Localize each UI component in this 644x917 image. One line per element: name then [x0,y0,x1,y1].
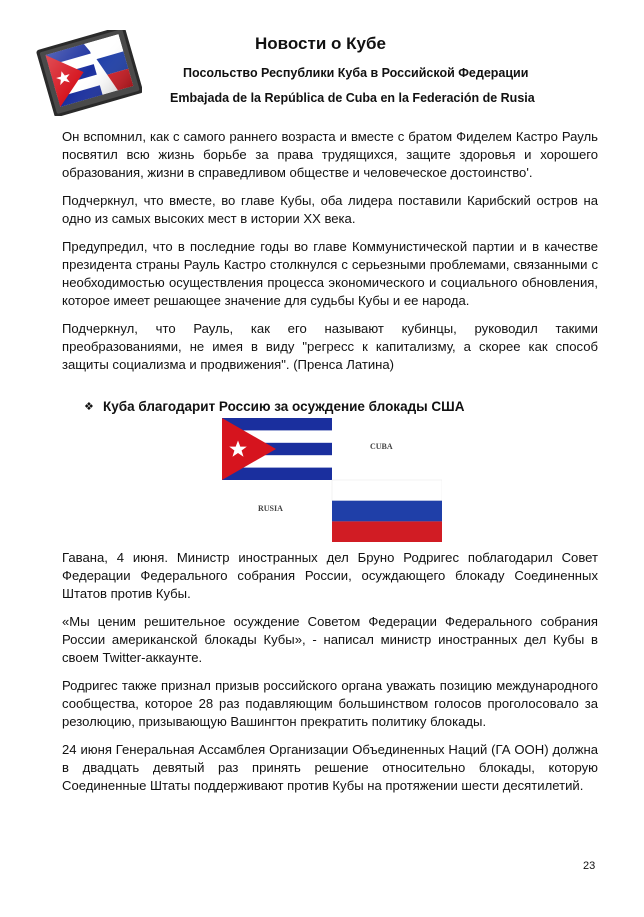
cuba-label: CUBA [370,442,393,451]
cuba-russia-flags-image [222,418,442,542]
paragraph: Родригес также признал призыв российского органа уважать позицию международного сообщества, которое 28 раз подавляющим большинством голосов проголосовало за резолюцию, призывающую Вашингтон прекратить политику блокады. [62,678,598,729]
cuba-russia-flags-logo [34,30,142,116]
paragraph: Предупредил, что в последние годы во главе Коммунистической партии и в качестве президента страны Рауль Кастро столкнулся с серьезными проблемами, связанными с необходимостью осуществления процесса экономического и социального обновления, которое имеет решающее значение для судьбы Кубы и ее народа. [62,239,598,308]
section-heading-text: Куба благодарит Россию за осуждение блокады США [103,399,465,414]
embassy-name-russian: Посольство Республики Куба в Российской Федерации [183,66,529,80]
paragraph: Подчеркнул, что Рауль, как его называют кубинцы, руководил такими преобразованиями, не имея в виду "регресс к капитализму, а скорее как способ защиты социализма и продвижения". (Пренса Латина) [62,321,598,372]
section-heading [84,399,465,414]
paragraph: «Мы ценим решительное осуждение Советом Федерации Федерального собрания России американской блокады Кубы», - написал министр иностранных дел Кубы в своем Twitter-аккаунте. [62,614,598,665]
paragraph: 24 июня Генеральная Ассамблея Организации Объединенных Наций (ГА ООН) должна в двадцать девятый раз принять решение относительно блокады, которую Соединенные Штаты поддерживают против Кубы на протяжении шести десятилетий. [62,742,598,793]
diamond-bullet-icon: ❖ [84,401,94,413]
page-title: Новости о Кубе [255,34,386,53]
article-continuation [62,128,598,384]
page-number: 23 [583,860,596,872]
rusia-label: RUSIA [258,504,283,513]
paragraph: Он вспомнил, как с самого раннего возраста и вместе с братом Фиделем Кастро Рауль посвятил всю жизнь борьбе за права трудящихся, защите здоровья и хорошего образования, жизни в справедливом обществе и человеческое достоинство'. [62,129,598,180]
cuba-flag-icon [222,418,332,480]
russia-flag-icon [332,480,442,542]
paragraph: Подчеркнул, что вместе, во главе Кубы, оба лидера поставили Карибский остров на одно из самых высоких мест в истории XX века. [62,193,598,226]
embassy-name-spanish: Embajada de la República de Cuba en la Federación de Rusia [170,91,535,105]
article-body [62,549,598,805]
paragraph: Гавана, 4 июня. Министр иностранных дел Бруно Родригес поблагодарил Совет Федерации Федерального собрания России, осуждающего блокаду Соединенных Штатов против Кубы. [62,550,598,601]
